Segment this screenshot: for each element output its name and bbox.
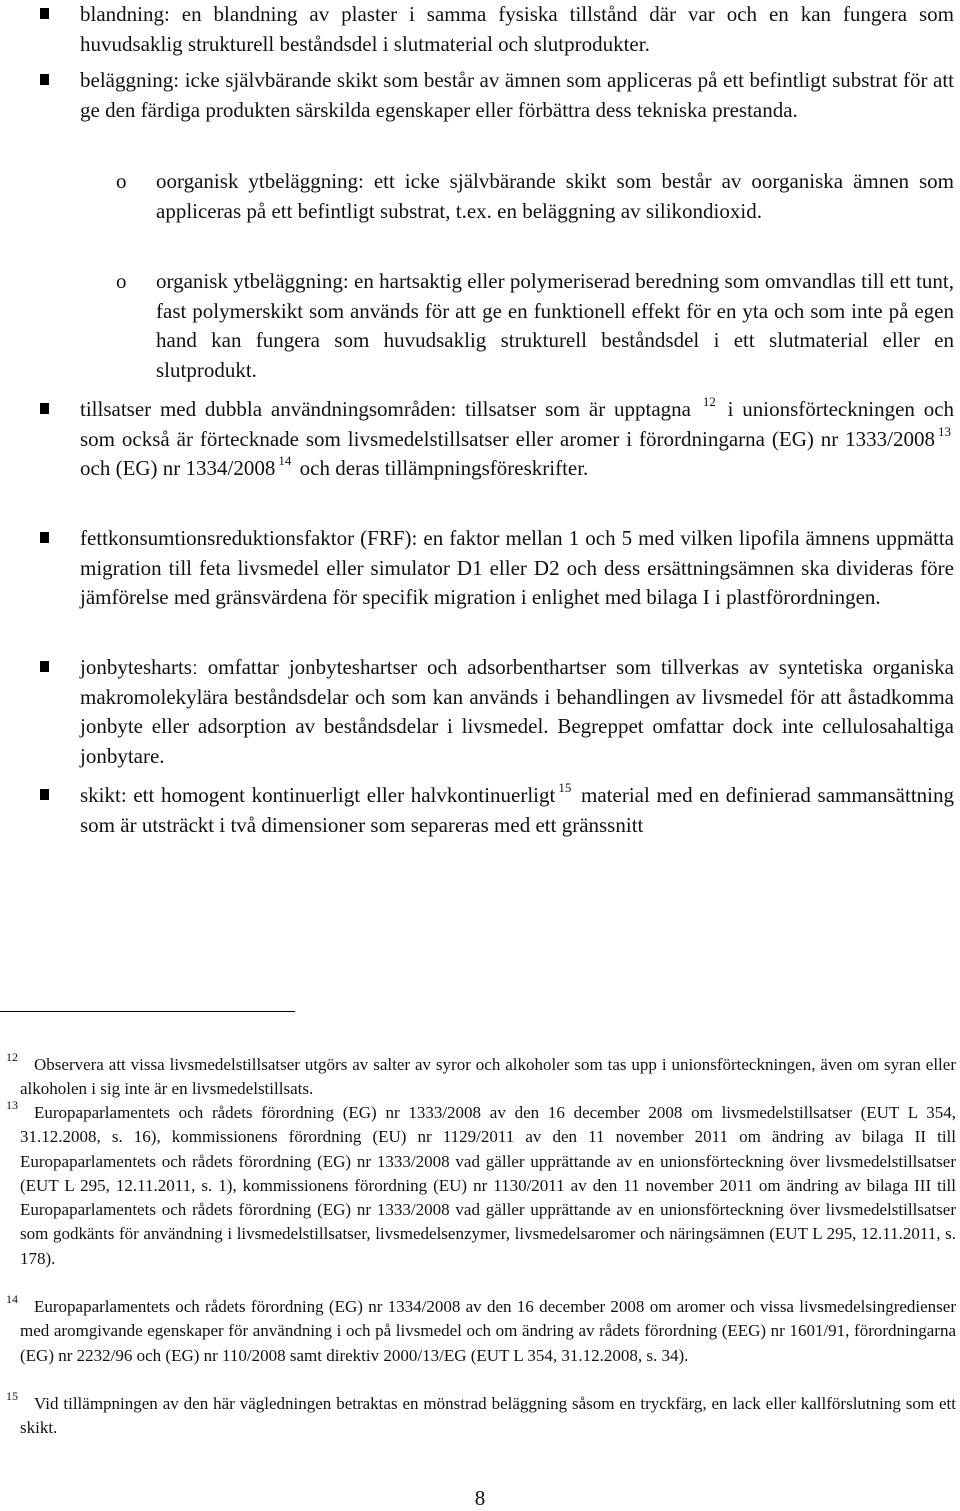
definition-text: blandning: en blandning av plaster i samma fysiska tillstånd där var och en kan fungera som huvudsaklig strukturell beståndsdel i slutmaterial och slutprodukter. — [80, 2, 954, 56]
text-part: och (EG) nr 1334/2008 — [80, 456, 276, 480]
definition-text — [80, 781, 954, 840]
footnote-ref: 15 — [558, 780, 572, 795]
footnote-ref: 13 — [938, 423, 951, 439]
text-part: i unionsförteckningen och som också är förtecknade som livsmedelstillsatser eller aromer i förordningarna (EG) nr 1333/2008 — [80, 397, 955, 451]
page-number: 8 — [474, 1486, 486, 1510]
definition-text: oorganisk ytbeläggning: ett icke självbärande skikt som består av oorganiska ämnen som appliceras på ett befintligt substrat, t.ex. en beläggning av silikondioxid. — [156, 169, 954, 223]
definition-text — [80, 395, 954, 484]
footnote-number: 15 — [6, 1389, 18, 1403]
sub-bullet-marker: o — [116, 169, 127, 193]
footnote-ref: 12 — [702, 394, 716, 409]
bullet-square-icon — [40, 789, 49, 800]
footnote-text: Europaparlamentets och rådets förordning (EG) nr 1334/2008 av den 16 december 2008 om aromer och vissa livsmedelsingredienser med aromgivande egenskaper för användning i och på livsmedel och om ändring av rådets förordning (EEG) nr 1601/91, förordningarna (EG) nr 2232/96 och (EG) nr 110/2008 samt direktiv 2000/13/EG (EUT L 354, 31.12.2008, s. 34). — [20, 1297, 956, 1365]
definition-text: beläggning: icke självbärande skikt som består av ämnen som appliceras på ett befintligt substrat för att ge den färdiga produkten särskilda egenskaper eller förbättra dess tekniska prestanda. — [80, 68, 954, 122]
footnote-number: 14 — [6, 1292, 18, 1306]
footnote-separator — [0, 1011, 295, 1012]
bullet-square-icon — [40, 8, 49, 19]
footnote-text: Europaparlamentets och rådets förordning (EG) nr 1333/2008 av den 16 december 2008 om livsmedelstillsatser (EUT L 354, 31.12.2008, s. 16), kommissionens förordning (EU) nr 1129/2011 av den 11 november 2011 om ändring av bilaga II till Europaparlamentets och rådets förordning (EG) nr 1333/2008 vad gäller upprättande av en unionsförteckning över livsmedelstillsatser (EUT L 295, 12.11.2011, s. 1), kommissionens förordning (EU) nr 1130/2011 av den 11 november 2011 om ändring av bilaga III till Europaparlamentets och rådets förordning (EG) nr 1333/2008 vad gäller upprättande av en unionsförteckning över livsmedelstillsatser som godkänts för användning i livsmedelstillsatser, livsmedelsenzymer, livsmedelsaromer och näringsämnen (EUT L 295, 12.11.2011, s. 178). — [20, 1103, 956, 1268]
footnote-text: Observera att vissa livsmedelstillsatser utgörs av salter av syror och alkoholer som tas upp i unionsförteckningen, även om syran eller alkoholen i sig inte är en livsmedelstillsats. — [20, 1055, 956, 1099]
footnote-number: 13 — [6, 1098, 18, 1112]
footnote-number: 12 — [6, 1050, 18, 1064]
definition-text: jonbyteshartsː omfattar jonbyteshartser och adsorbenthartser som tillverkas av syntetiska organiska makromolekylära beståndsdelar och som kan används i behandlingen av livsmedel för att åstadkomma jonbyte eller adsorption av beståndsdelar i livsmedel. Begreppet omfattar dock inte cellulosahaltiga jonbytare. — [80, 655, 954, 768]
bullet-square-icon — [40, 74, 49, 85]
footnote-text: Vid tillämpningen av den här vägledningen betraktas en mönstrad beläggning såsom en tryckfärg, en lack eller kallförslutning som ett skikt. — [20, 1394, 956, 1438]
text-part: och deras tillämpningsföreskrifter. — [299, 456, 589, 480]
bullet-square-icon — [40, 661, 49, 672]
bullet-square-icon — [40, 532, 49, 543]
text-part: tillsatser med dubbla användningsområden: tillsatser som är upptagna — [80, 397, 691, 421]
text-part: material med en definierad sammansättning som är utsträckt i två dimensioner som separeras med ett gränssnitt — [80, 783, 954, 837]
footnote-ref: 14 — [278, 453, 292, 468]
sub-bullet-marker: o — [116, 269, 127, 293]
text-part: skikt: ett homogent kontinuerligt eller halvkontinuerligt — [80, 783, 556, 807]
definition-text: organisk ytbeläggning: en hartsaktig eller polymeriserad beredning som omvandlas till ett tunt, fast polymerskikt som används för att ge en funktionell effekt för en yta och som inte på egen hand kan fungera som huvudsaklig strukturell beståndsdel i ett slutmaterial eller en slutprodukt. — [156, 269, 954, 382]
definition-text: fettkonsumtionsreduktionsfaktor (FRF): en faktor mellan 1 och 5 med vilken lipofila ämnens uppmätta migration till feta livsmedel eller simulator D1 eller D2 och dess ersättningsämnen ska divideras före jämförelse med gränsvärdena för specifik migration i enlighet med bilaga I i plastförordningen. — [80, 526, 954, 609]
bullet-square-icon — [40, 403, 49, 414]
